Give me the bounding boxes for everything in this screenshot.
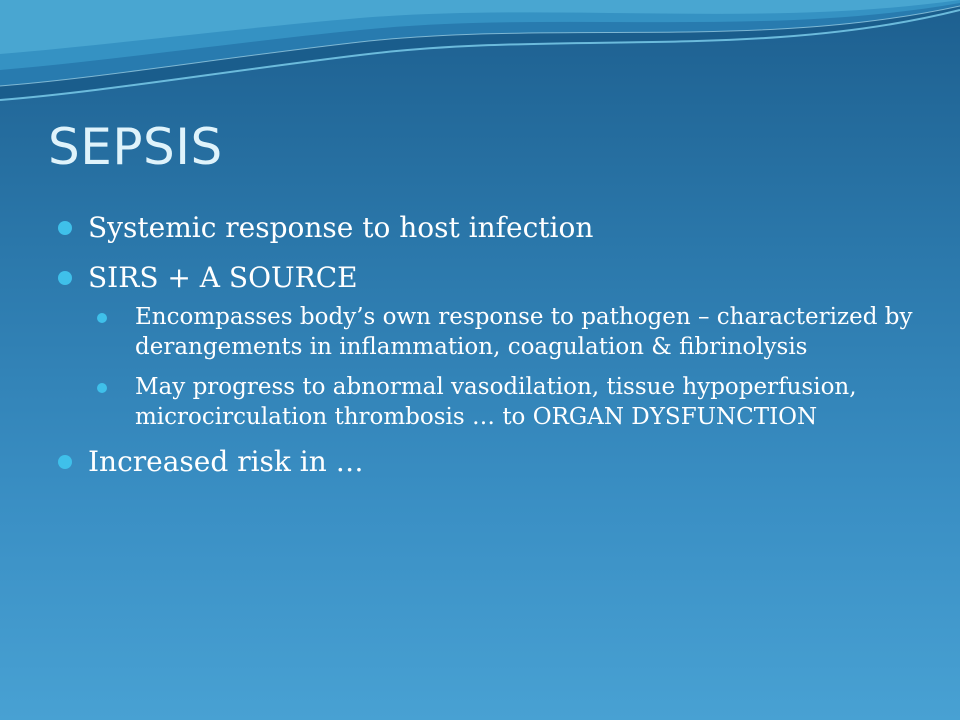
bullet-text: SIRS + A SOURCE: [88, 261, 358, 294]
bullet-dot-icon: [58, 271, 72, 285]
bullet-dot-icon: [58, 221, 72, 235]
bullet-item-increased-risk: [58, 442, 918, 482]
bullet-list: [58, 208, 918, 492]
sub-bullet-dot-icon: [97, 383, 107, 393]
bullet-dot-icon: [58, 455, 72, 469]
bullet-item-systemic-response: [58, 208, 918, 248]
sub-bullet-item-encompasses: [97, 302, 918, 362]
bullet-text: Increased risk in …: [88, 445, 364, 478]
header-wave-decoration: [0, 0, 960, 120]
sub-bullet-dot-icon: [97, 313, 107, 323]
bullet-text: Systemic response to host infection: [88, 211, 594, 244]
sub-bullet-list: [88, 302, 918, 432]
sub-bullet-item-may-progress: [97, 372, 918, 432]
bullet-item-sirs-source: [58, 258, 918, 432]
sub-bullet-text: Encompasses body’s own response to pathogen – characterized by derangements in inflammation, coagulation & fibrinolysis: [135, 304, 913, 360]
slide-title: SEPSIS: [48, 118, 223, 176]
sub-bullet-text: May progress to abnormal vasodilation, tissue hypoperfusion, microcirculation thrombosis … to ORGAN DYSFUNCTION: [135, 374, 857, 430]
